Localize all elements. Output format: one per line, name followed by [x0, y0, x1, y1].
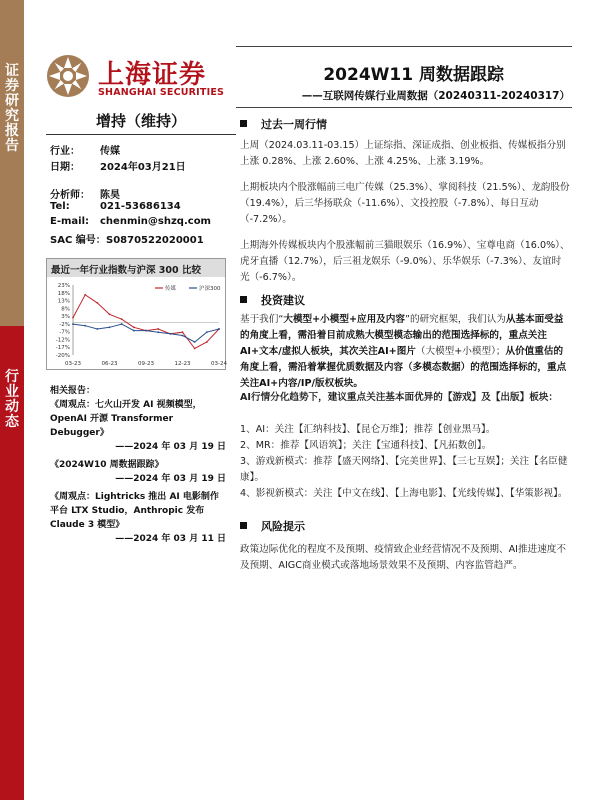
chart-y-tick-label: -7%	[59, 329, 70, 336]
sidebar-category: 行业动态	[5, 369, 19, 430]
section-heading-advice-text: 投资建议	[261, 294, 305, 307]
related-reports	[50, 384, 226, 550]
recommendation-gaming: 3、游戏新模式：推荐【盛天网络】、【完美世界】、【三七互娱】；关注【名臣健康】。	[240, 456, 568, 483]
chart-data-point	[157, 331, 159, 333]
paragraph-risk-factors: 政策边际优化的程度不及预期、疫情致企业经营情况不及预期、AI推进速度不及预期、AIGC商业模式或落地场景效果不及预期、内容监管趋严。	[240, 544, 566, 571]
chart-y-tick-label: 13%	[57, 298, 70, 305]
chart-data-point	[182, 331, 184, 333]
paragraph-research-framework	[240, 312, 570, 392]
meta-tel-label: Tel:	[50, 201, 70, 212]
chart-data-point	[84, 294, 86, 296]
framework-text-1: 基于我们“	[240, 314, 284, 325]
chart-data-point	[72, 323, 74, 325]
report-subtitle: ——互联网传媒行业周数据（20240311-20240317）	[301, 90, 570, 102]
company-logo	[46, 54, 236, 100]
meta-email-label: E-mail:	[50, 216, 90, 227]
meta-analyst-value: 陈昊	[100, 190, 120, 201]
bullet-square-icon	[240, 120, 247, 127]
rating-divider	[46, 134, 236, 135]
recommendation-ai: 1、AI：关注【汇纳科技】、【昆仑万维】；推荐【创业黑马】。	[240, 424, 496, 435]
meta-tel-value: 021-53686134	[100, 201, 181, 212]
bullet-square-icon	[240, 522, 247, 529]
framework-text-3: （大模型+小模型）；	[415, 346, 506, 357]
section-heading-market-text: 过去一周行情	[261, 118, 327, 131]
logo-mark-icon	[46, 54, 90, 98]
paragraph-domestic-movers: 上期板块内个股涨幅前三电广传媒（25.3%）、掌阅科技（21.5%）、龙韵股份（19.4%），后三华扬联众（-11.6%）、文投控股（-7.8%）、每日互动（-7.2%）。	[240, 182, 570, 225]
chart-y-tick-label: 18%	[57, 290, 70, 297]
related-reports-title: 相关报告：	[50, 386, 96, 396]
meta-email	[50, 216, 211, 227]
chart-data-point	[72, 317, 74, 319]
chart-data-point	[145, 330, 147, 332]
chart-data-point	[133, 326, 135, 328]
meta-date-value: 2024年03月21日	[100, 162, 186, 173]
chart-series-line-hs300	[73, 324, 219, 342]
paragraph-sector-focus: AI行情分化趋势下，建议重点关注基本面优异的【游戏】及【出版】板块：	[240, 392, 558, 403]
report-title: 2024W11 周数据跟踪	[323, 65, 504, 85]
chart-data-point	[121, 323, 123, 325]
chart-data-point	[109, 326, 111, 328]
related-report-item[interactable]: 《2024W10 周数据跟踪》	[50, 460, 164, 470]
chart-legend-label: 沪深300	[199, 286, 221, 292]
related-report-item[interactable]: 《周观点：七火山开发 AI 视频模型，OpenAI 开源 Transformer Debugger》	[50, 400, 202, 438]
paragraph-index-performance: 上周（2024.03.11-03.15）上证综指、深证成指、创业板指、传媒板指分别上涨 0.28%、上涨 2.60%、上涨 4.25%、上涨 3.19%。	[240, 140, 566, 167]
framework-text-2: ”的研究框架，我们认为	[404, 314, 506, 325]
related-report-date: ——2024 年 03 月 19 日	[115, 442, 226, 452]
meta-tel	[50, 201, 181, 212]
left-sidebar	[0, 0, 24, 800]
chart-x-tick-label: 09-23	[138, 361, 154, 367]
chart-y-tick-label: -17%	[55, 345, 70, 352]
meta-industry-label: 行业：	[50, 146, 80, 157]
chart-y-tick-label: -20%	[55, 353, 70, 359]
meta-analyst-label: 分析师：	[50, 190, 90, 201]
investment-rating: 增持（维持）	[95, 112, 186, 130]
section-heading-risk	[240, 518, 305, 534]
meta-sac-label: SAC 编号：	[50, 235, 106, 246]
chart-x-tick-label: 03-24	[211, 361, 227, 367]
framework-bold-3: 从价值重估的角度上看，需沿着掌握优质数据及内容（多模态数据）的范围选择标的，重点关注AI+内容/IP/版权板块。	[240, 346, 567, 389]
chart-data-point	[96, 302, 98, 304]
chart-data-point	[218, 328, 220, 330]
chart-data-point	[157, 328, 159, 330]
recommendation-film: 4、影视新模式：关注【中文在线】、【上海电影】、【光线传媒】、【华策影视】。	[240, 488, 568, 499]
chart-data-point	[206, 341, 208, 343]
meta-date-label: 日期：	[50, 162, 80, 173]
meta-date	[50, 158, 186, 173]
section-heading-risk-text: 风险提示	[261, 520, 305, 533]
header-rule-bottom	[236, 107, 572, 108]
chart-data-point	[194, 341, 196, 343]
chart-y-tick-label: 23%	[57, 283, 70, 289]
chart-data-point	[169, 333, 171, 335]
meta-sac-value: S0870522020001	[106, 235, 204, 246]
bullet-square-icon	[240, 296, 247, 303]
meta-sac	[50, 231, 204, 246]
chart-data-point	[109, 313, 111, 315]
sidebar-report-type: 证券研究报告	[5, 63, 19, 154]
chart-data-point	[96, 328, 98, 330]
paragraph-overseas-movers: 上期海外传媒板块内个股涨幅前三猫眼娱乐（16.9%）、宝尊电商（16.0%）、虎牙直播（12.7%），后三祖龙娱乐（-9.0%）、乐华娱乐（-7.3%）、友谊时光（-6.7%）。	[240, 240, 570, 283]
chart-legend-label: 传媒	[165, 286, 177, 292]
chart-title: 最近一年行业指数与沪深 300 比较	[47, 259, 225, 277]
chart-data-point	[194, 348, 196, 350]
chart-data-point	[182, 335, 184, 337]
chart-y-tick-label: -12%	[55, 337, 70, 344]
index-comparison-chart	[46, 258, 226, 370]
framework-bold-2: 从基本面受益的角度上看，需沿着目前成熟大模型模态输出的范围选择标的，重点关注AI+文本/虚拟人板块，其次关注AI+图片	[240, 314, 564, 357]
header-rule-top	[236, 46, 572, 47]
section-heading-advice	[240, 292, 305, 308]
meta-email-value[interactable]: chenmin@shzq.com	[100, 216, 211, 227]
chart-x-tick-label: 06-23	[101, 361, 118, 367]
chart-y-tick-label: 3%	[61, 314, 70, 321]
framework-bold-1: 大模型+小模型+应用及内容	[283, 314, 405, 325]
section-heading-market	[240, 116, 327, 132]
related-report-date: ——2024 年 03 月 19 日	[115, 474, 226, 484]
chart-x-tick-label: 12-23	[174, 361, 191, 367]
chart-y-tick-label: 8%	[61, 306, 70, 313]
chart-data-point	[133, 330, 135, 332]
related-report-date: ——2024 年 03 月 11 日	[115, 534, 226, 544]
chart-plot	[47, 279, 225, 369]
logo-name-en: SHANGHAI SECURITIES	[98, 87, 225, 98]
chart-data-point	[121, 318, 123, 320]
chart-data-point	[206, 331, 208, 333]
related-report-item[interactable]: 《周观点：Lightricks 推出 AI 电影制作平台 LTX Studio，Anthropic 发布 Claude 3 模型》	[50, 492, 219, 530]
meta-industry-value: 传媒	[100, 146, 120, 157]
meta-industry	[50, 142, 120, 157]
chart-y-tick-label: -2%	[59, 321, 70, 328]
logo-name-cn: 上海证券	[98, 60, 207, 90]
chart-data-point	[84, 325, 86, 327]
chart-x-tick-label: 03-23	[65, 361, 81, 367]
recommendation-mr: 2、MR：推荐【风语筑】；关注【宝通科技】、【凡拓数创】。	[240, 440, 492, 451]
meta-analyst	[50, 186, 120, 201]
